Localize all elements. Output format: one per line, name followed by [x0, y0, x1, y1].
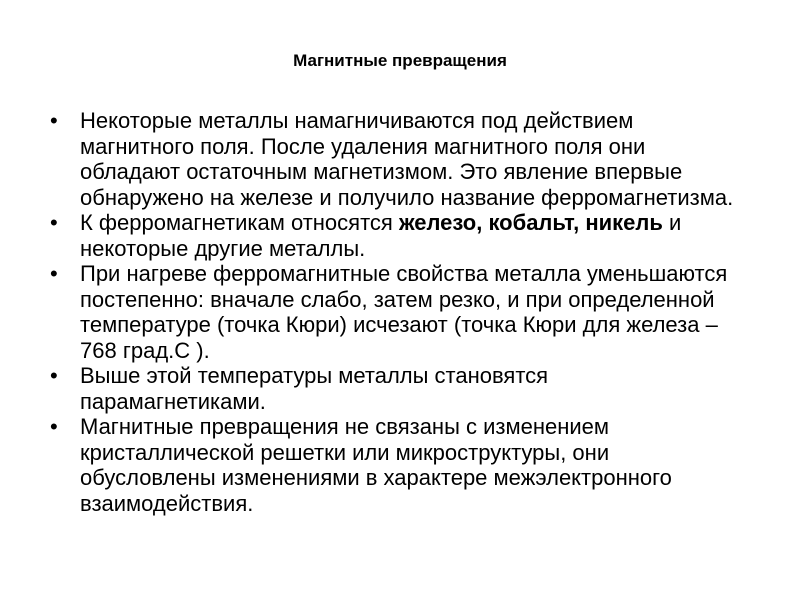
bullet-item-4	[50, 363, 740, 414]
bullet-text-bold: железо, кобальт, никель	[398, 210, 663, 235]
bullet-marker: •	[50, 363, 58, 388]
bullet-text: Некоторые металлы намагничиваются под действием магнитного поля. После удаления магнитного поля они обладают остаточным магнетизмом. Это явление впервые обнаружено на железе и получило название ферромагнетизма.	[80, 108, 734, 210]
bullet-item-1	[50, 108, 740, 210]
bullet-text-prefix: К ферромагнетикам относятся	[80, 210, 399, 235]
slide-title: Магнитные превращения	[293, 51, 507, 70]
bullet-text: Выше этой температуры металлы становятся парамагнетиками.	[80, 363, 549, 414]
bullet-text: При нагреве ферромагнитные свойства металла уменьшаются постепенно: вначале слабо, затем резко, и при определенной температуре (точка Кюри) исчезают (точка Кюри для железа –768 град.С ).	[80, 261, 728, 363]
bullet-marker: •	[50, 414, 58, 439]
bullet-marker: •	[50, 210, 58, 235]
bullet-marker: •	[50, 108, 58, 133]
bullet-list	[50, 108, 740, 516]
bullet-marker: •	[50, 261, 58, 286]
bullet-item-5	[50, 414, 740, 516]
bullet-item-3	[50, 261, 740, 363]
bullet-text: Магнитные превращения не связаны с изменением кристаллической решетки или микроструктуры, они обусловлены изменениями в характере межэлектронного взаимодействия.	[80, 414, 672, 516]
bullet-text-suffix: и некоторые другие металлы.	[80, 210, 682, 261]
bullet-item-2	[50, 210, 740, 261]
